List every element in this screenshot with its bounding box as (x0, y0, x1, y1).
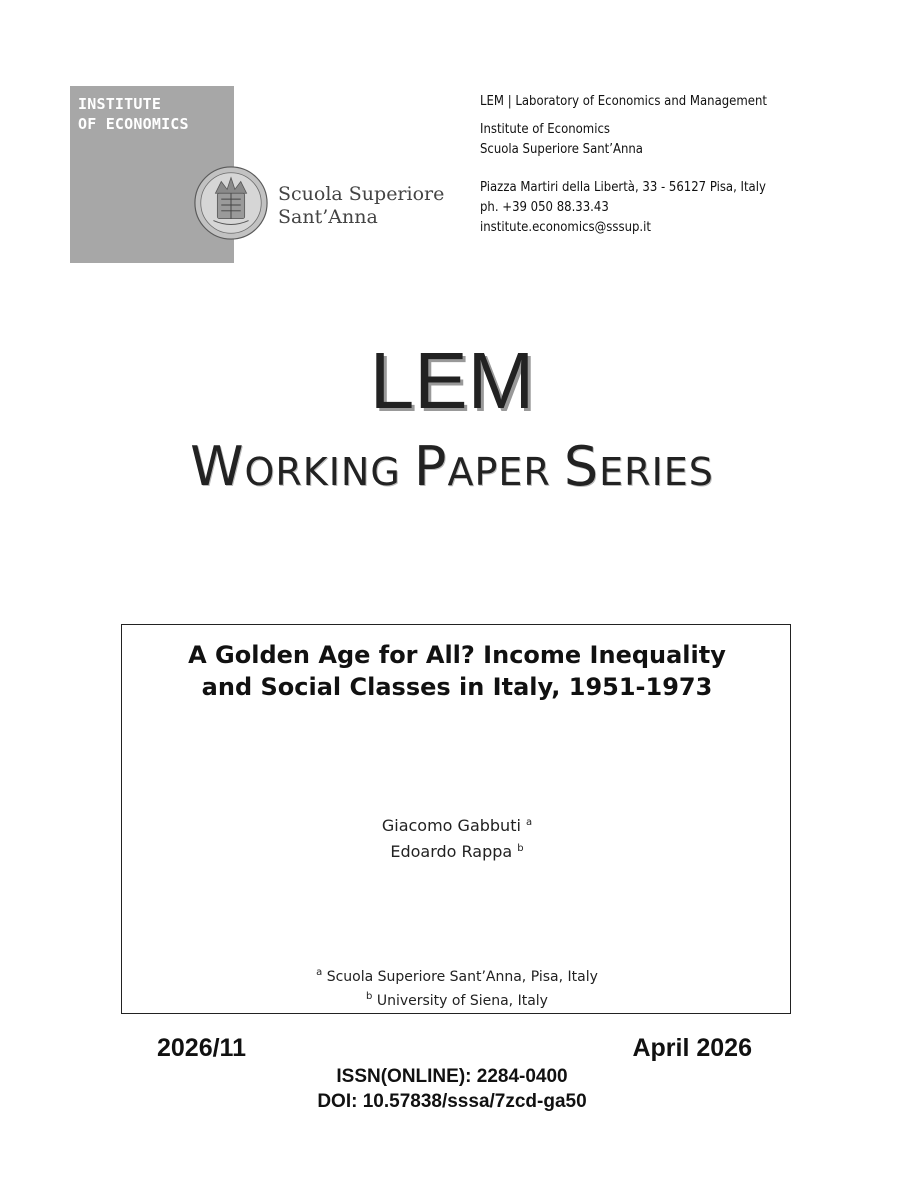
lab-name: LEM | Laboratory of Economics and Management (480, 94, 767, 109)
affiliation-list (122, 963, 792, 1011)
contact-block (480, 92, 880, 238)
author-affiliation-mark: b (517, 843, 524, 854)
logo-line-1: INSTITUTE (78, 95, 162, 113)
school-name-line-2: Sant’Anna (278, 206, 378, 228)
institute-name: Institute of Economics (480, 122, 610, 137)
affiliation-mark: b (366, 991, 373, 1002)
series-initial-w: W (190, 435, 245, 498)
author-affiliation-mark: a (526, 817, 533, 828)
paper-title (122, 639, 792, 703)
school-name (278, 183, 444, 229)
affiliation-mark: a (316, 967, 323, 978)
issn: ISSN(ONLINE): 2284-0400 (336, 1066, 568, 1087)
school-name-line-1: Scuola Superiore (278, 183, 445, 205)
affiliation-text: University of Siena, Italy (376, 993, 548, 1009)
phone: ph. +39 050 88.33.43 (480, 200, 609, 215)
series-word-series: ERIES (599, 450, 714, 494)
logo-line-2: OF ECONOMICS (78, 115, 189, 133)
paper-title-line-2: and Social Classes in Italy, 1951-1973 (201, 673, 713, 701)
series-word-working: ORKING (244, 450, 401, 494)
paper-date: April 2026 (632, 1034, 752, 1062)
author-name: Edoardo Rappa (390, 842, 513, 861)
author-name: Giacomo Gabbuti (381, 816, 521, 835)
email-link[interactable]: institute.economics@sssup.it (480, 220, 651, 235)
institute-logo-text (78, 94, 189, 134)
affiliation (122, 963, 792, 987)
paper-title-line-1: A Golden Age for All? Income Inequality (188, 641, 726, 669)
author (122, 837, 792, 863)
school-seal-icon (192, 164, 270, 242)
affiliation-text: Scuola Superiore Sant’Anna, Pisa, Italy (326, 969, 598, 985)
series-initial-s: S (563, 435, 600, 498)
doi-link[interactable]: DOI: 10.57838/sssa/7zcd-ga50 (317, 1091, 587, 1112)
paper-info-box (121, 624, 791, 1014)
paper-number: 2026/11 (157, 1034, 246, 1062)
school-text: Scuola Superiore Sant’Anna (480, 142, 643, 157)
author (122, 811, 792, 837)
series-initial-p: P (413, 435, 448, 498)
series-word-paper: APER (447, 450, 551, 494)
series-title (0, 437, 904, 502)
author-list (122, 811, 792, 863)
address: Piazza Martiri della Libertà, 33 - 56127 Pisa, Italy (480, 180, 766, 195)
affiliation (122, 987, 792, 1011)
series-acronym: LEM (369, 336, 535, 425)
